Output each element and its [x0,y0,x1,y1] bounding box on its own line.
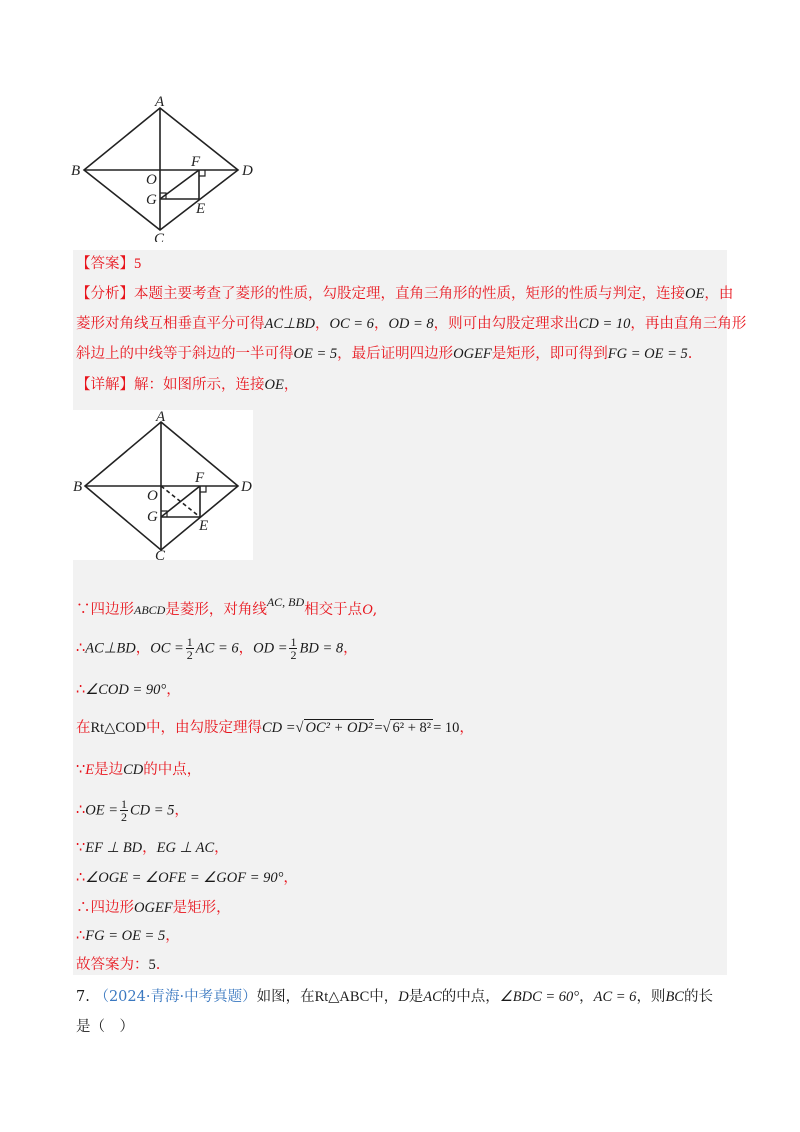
step-text: ， [165,928,180,944]
math-expr: ∠COD = 90° [85,682,167,698]
math-expr: ∠BDC = 60° [499,989,580,1005]
frac-num: 1 [120,797,127,811]
label-g: G [147,509,158,525]
label-e: E [199,518,209,534]
math-expr: AC⊥BD [264,316,315,332]
answer-value: 5 [134,256,142,272]
step-text: ， [135,640,151,657]
step-text: ∵ [76,840,86,856]
analysis-text: . [687,346,693,362]
label-o: O [147,488,158,504]
step-text: ∵四边形 [76,602,134,618]
step-text: ∵ [76,762,86,778]
math-expr: CD = [261,720,296,736]
math-expr: O [362,602,373,618]
question-text: 的长 [683,989,713,1005]
analysis-line-3 [76,344,692,364]
math-expr: OE = 5 [293,346,338,362]
math-expr: BD = 8 [299,640,344,657]
rhombus-figure-detail [73,410,253,560]
label-a: A [156,410,166,425]
step-text: ∴ [76,928,86,944]
step-text: ∴四边形 [76,900,134,916]
math-expr: E [85,762,95,778]
analysis-text: ， [373,316,389,332]
step-5 [76,760,201,780]
math-expr: Rt△ABC [314,989,370,1005]
math-expr: FG = OE = 5 [607,346,688,362]
radicand: 6² + 8² [392,720,432,736]
analysis-tag: 【分析】 [76,286,134,302]
math-expr: CD [123,762,144,778]
step-9 [76,898,231,918]
question-text: 中， [369,989,399,1005]
detail-tag: 【详解】 [76,377,134,393]
step-text: 是边 [94,762,124,778]
step-3 [76,680,181,700]
detail-text: 解：如图所示，连接 [134,377,265,393]
detail-line [76,375,298,395]
math-expr: 5 [148,957,156,973]
math-expr: CD = 5 [129,802,175,819]
step-text: ， [283,870,298,886]
step-text: ∴ [76,682,86,698]
question-text: 的中点， [441,989,500,1005]
math-expr: EG ⊥ AC [156,840,215,856]
analysis-text: ，最后证明四边形 [337,346,454,362]
label-d: D [241,479,252,495]
rhombus-outline [84,108,238,230]
math-expr: OD = 8 [388,316,434,332]
step-text: 是菱形，对角线 [165,602,267,618]
frac-den: 2 [120,810,127,824]
math-expr: AC, BD [266,595,305,609]
step-text: ∴ [76,640,86,657]
frac-num: 1 [186,635,193,649]
analysis-text: ，由 [704,286,734,302]
analysis-text: ， [315,316,330,332]
step-2 [76,636,358,661]
step-4 [76,718,474,738]
step-text: ， [238,640,254,657]
step-7 [76,838,229,858]
step-10 [76,926,180,946]
math-expr: AC = 6 [593,989,637,1005]
analysis-text: ，再由直角三角形 [630,316,747,332]
question-source: （2024·青海·中考真题） [94,989,257,1005]
fraction-half [289,636,297,661]
frac-den: 2 [186,648,193,662]
step-text: ， [343,640,358,657]
analysis-text: ，则可由勾股定理求出 [433,316,579,332]
label-e: E [196,201,206,217]
question-7-line-2 [76,1017,134,1037]
step-text: ， [214,840,229,856]
question-text: ， [579,989,594,1005]
label-a: A [155,96,165,110]
math-expr: AC = 6 [195,640,239,657]
sqrt-expr: √ 6² + 8² [382,720,432,736]
label-g: G [146,192,157,208]
analysis-line-2 [76,314,746,334]
math-expr: BC [665,989,684,1005]
math-expr: OC = 6 [329,316,374,332]
math-expr: OGEF [453,346,492,362]
step-11 [76,955,160,975]
answer-line [76,254,141,274]
label-f: F [195,470,205,486]
question-7-line-1 [76,987,713,1007]
step-text: 在 [76,720,91,736]
math-oe: OE [264,377,284,393]
question-text: 是（ ） [76,1019,134,1035]
analysis-text: 斜边上的中线等于斜边的一半可得 [76,346,294,362]
radicand: OC² + OD² [305,720,373,736]
step-text: ∴ [76,802,86,819]
math-expr: ABCD [134,603,166,617]
math-expr: CD = 10 [578,316,631,332]
answer-tag: 【答案】 [76,256,134,272]
math-expr: OGEF [134,900,173,916]
math-expr: AC⊥BD [85,640,136,657]
question-text: 如图，在 [256,989,315,1005]
math-expr: OD = [253,640,288,657]
math-expr: = [374,720,383,736]
label-f: F [191,154,201,170]
frac-den: 2 [290,648,297,662]
step-text: 是矩形， [172,900,231,916]
fraction-half [186,636,194,661]
step-text: 的中点， [143,762,202,778]
question-number: 7. [76,989,90,1005]
sqrt-expr: √ OC² + OD² [295,720,373,736]
step-text: 中，由勾股定理得 [145,720,262,736]
step-6 [76,798,189,823]
label-b: B [71,163,81,179]
analysis-text: 本题主要考查了菱形的性质，勾股定理，直角三角形的性质，矩形的性质与判定，连接 [134,286,685,302]
math-expr: AC [423,989,442,1005]
label-c: C [154,231,165,242]
step-text: , [372,602,378,618]
detail-text: ， [283,377,299,393]
analysis-text: 是矩形，即可得到 [491,346,608,362]
math-expr: D [398,989,409,1005]
fraction-half [120,798,128,823]
math-expr: OE = [85,802,118,819]
step-text: 相交于点 [304,602,363,618]
step-text: ∴ [76,870,86,886]
math-expr: Rt△COD [90,720,146,736]
label-d: D [242,163,253,179]
rhombus-figure-top [66,96,256,242]
math-oe: OE [685,286,705,302]
step-1 [76,592,377,620]
analysis-text: 菱形对角线互相垂直平分可得 [76,316,265,332]
step-text: ， [166,682,181,698]
math-expr: = 10 [433,720,460,736]
label-o: O [146,172,157,188]
step-text: 故答案为： [76,957,149,973]
math-expr: EF ⊥ BD [85,840,143,856]
math-expr: FG = OE = 5 [85,928,166,944]
math-expr: OC = [150,640,184,657]
question-text: ，则 [636,989,666,1005]
analysis-line-1 [76,284,733,304]
label-c: C [155,548,166,560]
frac-num: 1 [290,635,297,649]
label-b: B [73,479,83,495]
step-text: ， [174,802,189,819]
step-text: ， [142,840,157,856]
step-text: ， [459,720,474,736]
step-8 [76,868,298,888]
math-expr: ∠OGE = ∠OFE = ∠GOF = 90° [85,870,284,886]
question-text: 是 [408,989,424,1005]
step-text: . [155,957,161,973]
